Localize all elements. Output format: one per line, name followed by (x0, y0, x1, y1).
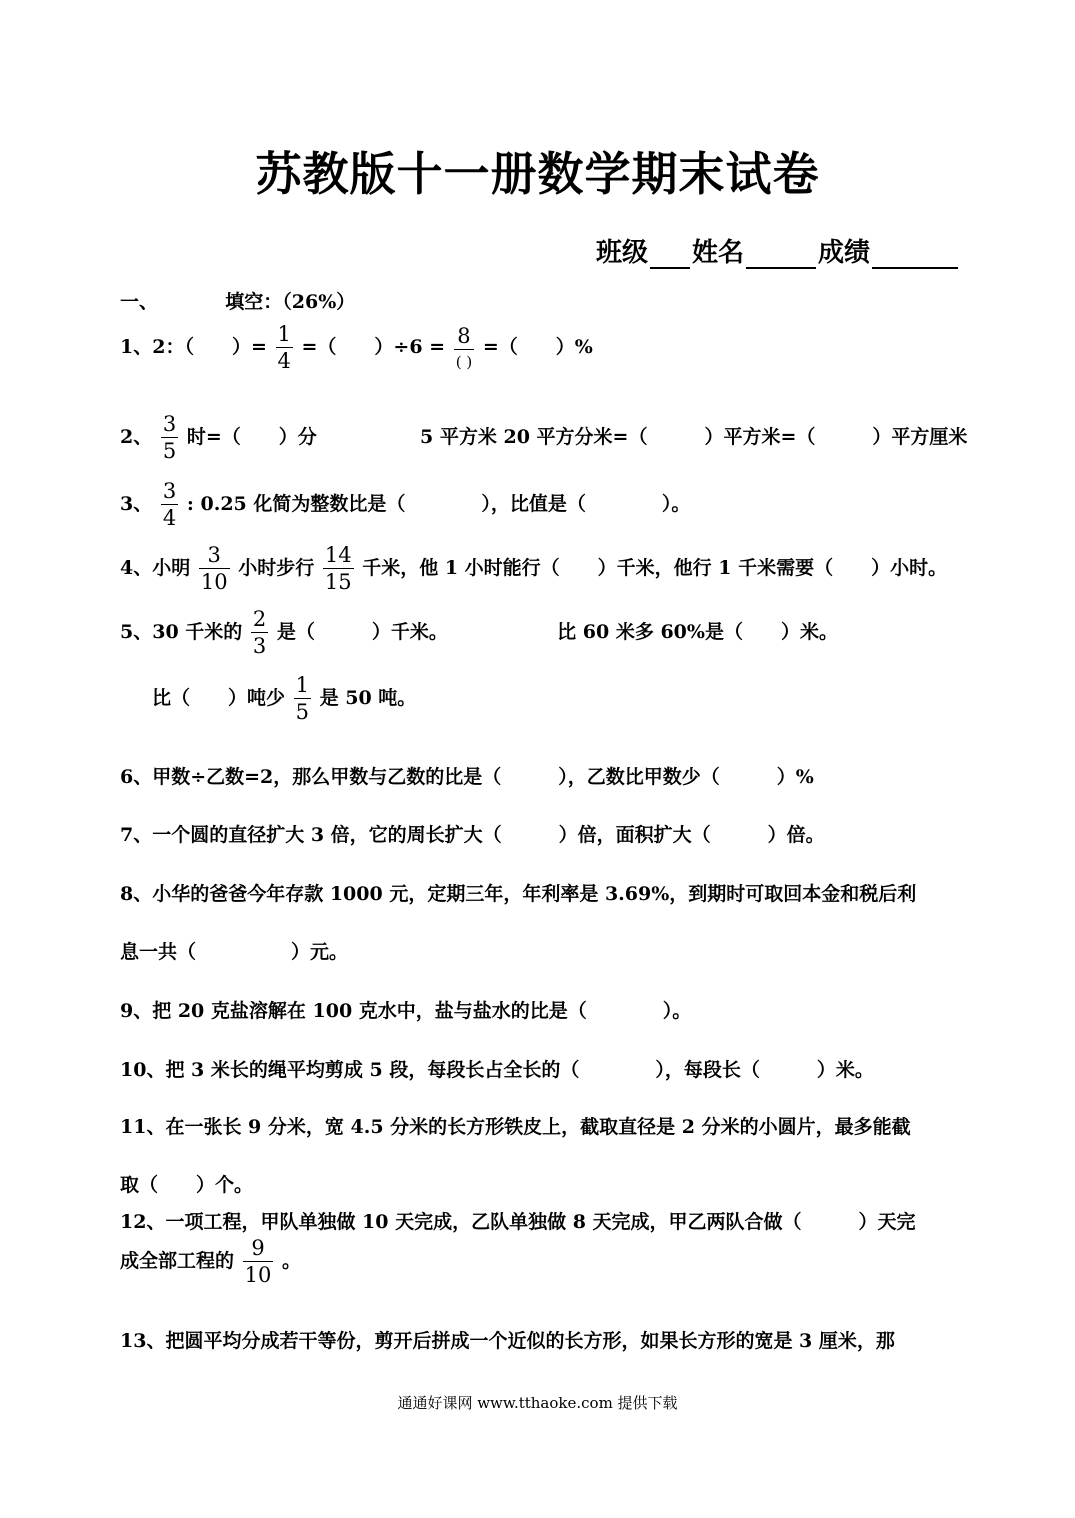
fraction: $\frac{2}{3}$ (252, 607, 267, 658)
question-9: 9、把 20 克盐溶解在 100 克水中，盐与盐水的比是（ ）。 (120, 1000, 692, 1022)
q4-text-b: 小时步行 (238, 557, 315, 579)
q4-text-a: 4、小明 (120, 557, 191, 579)
class-blank (650, 237, 690, 269)
score-label: 成绩 (818, 238, 871, 268)
question-5 (120, 609, 838, 657)
question-8-line-1: 8、小华的爸爸今年存款 1000 元，定期三年，年利率是 3.69%，到期时可取回本金和税后利 (120, 883, 917, 905)
question-10: 10、把 3 米长的绳平均剪成 5 段，每段长占全长的（ ），每段长（ ）米。 (120, 1059, 874, 1081)
fraction: $\frac{3}{5}$ (162, 412, 177, 463)
name-label: 姓名 (692, 238, 745, 268)
page-title: 苏教版十一册数学期末试卷 (255, 147, 820, 201)
question-8-line-2: 息一共（ ）元。 (120, 941, 349, 963)
footer: 通通好课网 www.tthaoke.com 提供下载 (397, 1394, 678, 1412)
q5-text-d: 比（ ）吨少 (152, 687, 286, 709)
fraction: $\frac{3}{10}$ (200, 543, 228, 594)
q5-text-e: 是 50 吨。 (319, 687, 417, 709)
q4-text-c: 千米，他 1 小时能行（ ）千米，他行 1 千米需要（ ）小时。 (362, 557, 948, 579)
fraction: $\frac{3}{4}$ (162, 479, 177, 530)
question-1 (120, 324, 593, 372)
q5-text-a: 5、30 千米的 (120, 621, 243, 643)
fraction: $\frac{1}{5}$ (295, 673, 310, 724)
fraction: $\frac{9}{10}$ (244, 1236, 272, 1287)
question-2 (120, 414, 967, 462)
question-13: 13、把圆平均分成若干等份，剪开后拼成一个近似的长方形，如果长方形的宽是 3 厘米，那 (120, 1330, 895, 1352)
question-3 (120, 481, 690, 529)
q1-text-a: 1、2：（ ）= (120, 336, 267, 358)
fraction: $\frac{14}{15}$ (324, 543, 352, 594)
question-12-line-1: 12、一项工程，甲队单独做 10 天完成，乙队单独做 8 天完成，甲乙两队合做（ ）天完 (120, 1211, 916, 1233)
fraction: $\frac{8}{( )}$ (455, 324, 473, 371)
question-11-line-1: 11、在一张长 9 分米，宽 4.5 分米的长方形铁皮上，截取直径是 2 分米的小圆片，最多能截 (120, 1116, 911, 1138)
q5-text-b: 是（ ）千米。 (276, 621, 448, 643)
question-6: 6、甲数÷乙数=2，那么甲数与乙数的比是（ ），乙数比甲数少（ ）% (120, 766, 814, 788)
q2-text-c: 5 平方米 20 平方分米=（ ）平方米=（ ）平方厘米 (420, 426, 968, 448)
student-info (596, 232, 960, 269)
section-title: 填空：（26%） (225, 291, 356, 313)
question-4 (120, 545, 947, 593)
q1-text-b: =（ ）÷6 = (301, 336, 446, 358)
name-blank (746, 237, 816, 269)
question-12-line-2 (120, 1238, 301, 1286)
q3-text-b: : 0.25 化简为整数比是（ ），比值是（ ）。 (186, 493, 691, 515)
q12-text-b: 。 (282, 1250, 302, 1272)
score-blank (872, 237, 958, 269)
q2-text-b: 时=（ ）分 (186, 426, 317, 448)
q5-text-c: 比 60 米多 60%是（ ）米。 (557, 621, 838, 643)
section-heading (120, 287, 355, 314)
question-5-line-2 (152, 675, 416, 723)
question-11-line-2: 取（ ）个。 (120, 1174, 254, 1196)
q12-text-a: 成全部工程的 (120, 1250, 235, 1272)
class-label: 班级 (596, 238, 649, 268)
q3-text-a: 3、 (120, 493, 153, 515)
fraction: $\frac{1}{4}$ (277, 322, 291, 373)
q2-text-a: 2、 (120, 426, 153, 448)
question-7: 7、一个圆的直径扩大 3 倍，它的周长扩大（ ）倍，面积扩大（ ）倍。 (120, 824, 825, 846)
q1-text-c: =（ ）% (482, 336, 593, 358)
section-number: 一、 (120, 291, 159, 313)
